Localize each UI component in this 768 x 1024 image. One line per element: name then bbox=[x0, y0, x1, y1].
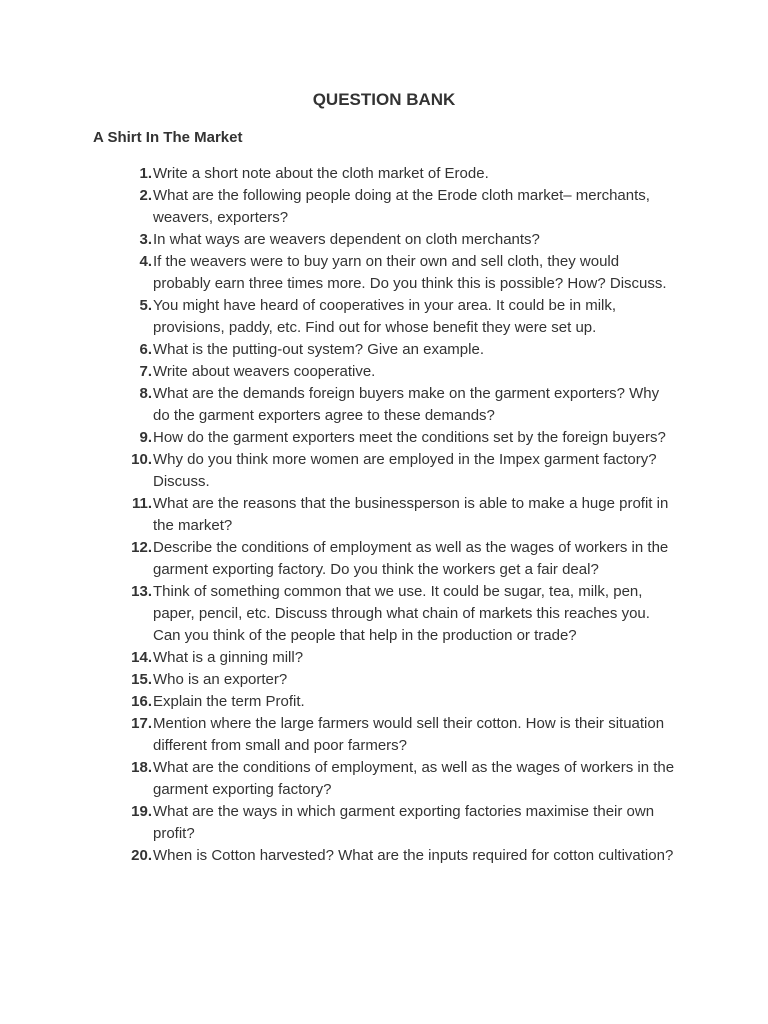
list-item bbox=[128, 801, 676, 845]
list-item bbox=[128, 339, 676, 361]
list-item bbox=[128, 427, 676, 449]
question-text: What are the reasons that the businessperson is able to make a huge profit in the market? bbox=[153, 495, 669, 534]
question-text: What is a ginning mill? bbox=[153, 649, 304, 666]
question-text: Write about weavers cooperative. bbox=[153, 363, 376, 380]
question-number: 14. bbox=[131, 649, 152, 666]
list-item bbox=[128, 185, 676, 229]
question-number: 17. bbox=[131, 715, 152, 732]
question-text: Mention where the large farmers would sell their cotton. How is their situation different from small and poor farmers? bbox=[153, 715, 665, 754]
question-number: 18. bbox=[131, 759, 152, 776]
list-item bbox=[128, 581, 676, 647]
question-text: What are the ways in which garment exporting factories maximise their own profit? bbox=[153, 803, 655, 842]
question-text: Who is an exporter? bbox=[153, 671, 288, 688]
list-item bbox=[128, 383, 676, 427]
list-item bbox=[128, 449, 676, 493]
question-text: What are the conditions of employment, as well as the wages of workers in the garment exporting factory? bbox=[153, 759, 675, 798]
question-number: 20. bbox=[131, 847, 152, 864]
question-number: 11. bbox=[131, 495, 152, 512]
list-item bbox=[128, 757, 676, 801]
question-text: If the weavers were to buy yarn on their own and sell cloth, they would probably earn three times more. Do you think this is possible? How? Discuss. bbox=[153, 253, 667, 292]
list-item bbox=[128, 163, 676, 185]
question-number: 16. bbox=[131, 693, 152, 710]
question-text: When is Cotton harvested? What are the inputs required for cotton cultivation? bbox=[153, 847, 674, 864]
list-item bbox=[128, 713, 676, 757]
question-list bbox=[128, 163, 676, 867]
question-number: 7. bbox=[139, 363, 152, 380]
list-item bbox=[128, 845, 676, 867]
question-text: What are the demands foreign buyers make on the garment exporters? Why do the garment exporters agree to these demands? bbox=[153, 385, 660, 424]
question-number: 3. bbox=[139, 231, 152, 248]
question-text: You might have heard of cooperatives in your area. It could be in milk, provisions, paddy, etc. Find out for whose benefit they were set up. bbox=[153, 297, 617, 336]
question-text: What are the following people doing at the Erode cloth market– merchants, weavers, exporters? bbox=[153, 187, 650, 226]
list-item bbox=[128, 229, 676, 251]
section-title: A Shirt In The Market bbox=[93, 129, 243, 146]
list-item bbox=[128, 537, 676, 581]
question-number: 1. bbox=[139, 165, 152, 182]
list-item bbox=[128, 669, 676, 691]
question-number: 4. bbox=[139, 253, 152, 270]
question-text: Why do you think more women are employed in the Impex garment factory? Discuss. bbox=[153, 451, 657, 490]
page-title: QUESTION BANK bbox=[312, 90, 456, 109]
list-item bbox=[128, 691, 676, 713]
question-text: Write a short note about the cloth market of Erode. bbox=[153, 165, 489, 182]
question-number: 10. bbox=[131, 451, 152, 468]
question-number: 6. bbox=[139, 341, 152, 358]
list-item bbox=[128, 295, 676, 339]
question-text: How do the garment exporters meet the conditions set by the foreign buyers? bbox=[153, 429, 666, 446]
question-number: 2. bbox=[139, 187, 152, 204]
list-item bbox=[128, 251, 676, 295]
question-text: What is the putting-out system? Give an example. bbox=[153, 341, 484, 358]
question-text: Think of something common that we use. It could be sugar, tea, milk, pen, paper, pencil, etc. Discuss through what chain of markets this reaches you. Can you think of the people that help in the production or trade? bbox=[153, 583, 650, 644]
question-number: 8. bbox=[139, 385, 152, 402]
question-number: 19. bbox=[131, 803, 152, 820]
question-text: Explain the term Profit. bbox=[153, 693, 305, 710]
question-number: 13. bbox=[131, 583, 152, 600]
list-item bbox=[128, 361, 676, 383]
question-number: 12. bbox=[131, 539, 152, 556]
question-number: 15. bbox=[131, 671, 152, 688]
question-number: 9. bbox=[139, 429, 152, 446]
question-text: In what ways are weavers dependent on cloth merchants? bbox=[153, 231, 540, 248]
question-text: Describe the conditions of employment as well as the wages of workers in the garment exporting factory. Do you think the workers get a fair deal? bbox=[153, 539, 669, 578]
list-item bbox=[128, 493, 676, 537]
list-item bbox=[128, 647, 676, 669]
question-number: 5. bbox=[139, 297, 152, 314]
